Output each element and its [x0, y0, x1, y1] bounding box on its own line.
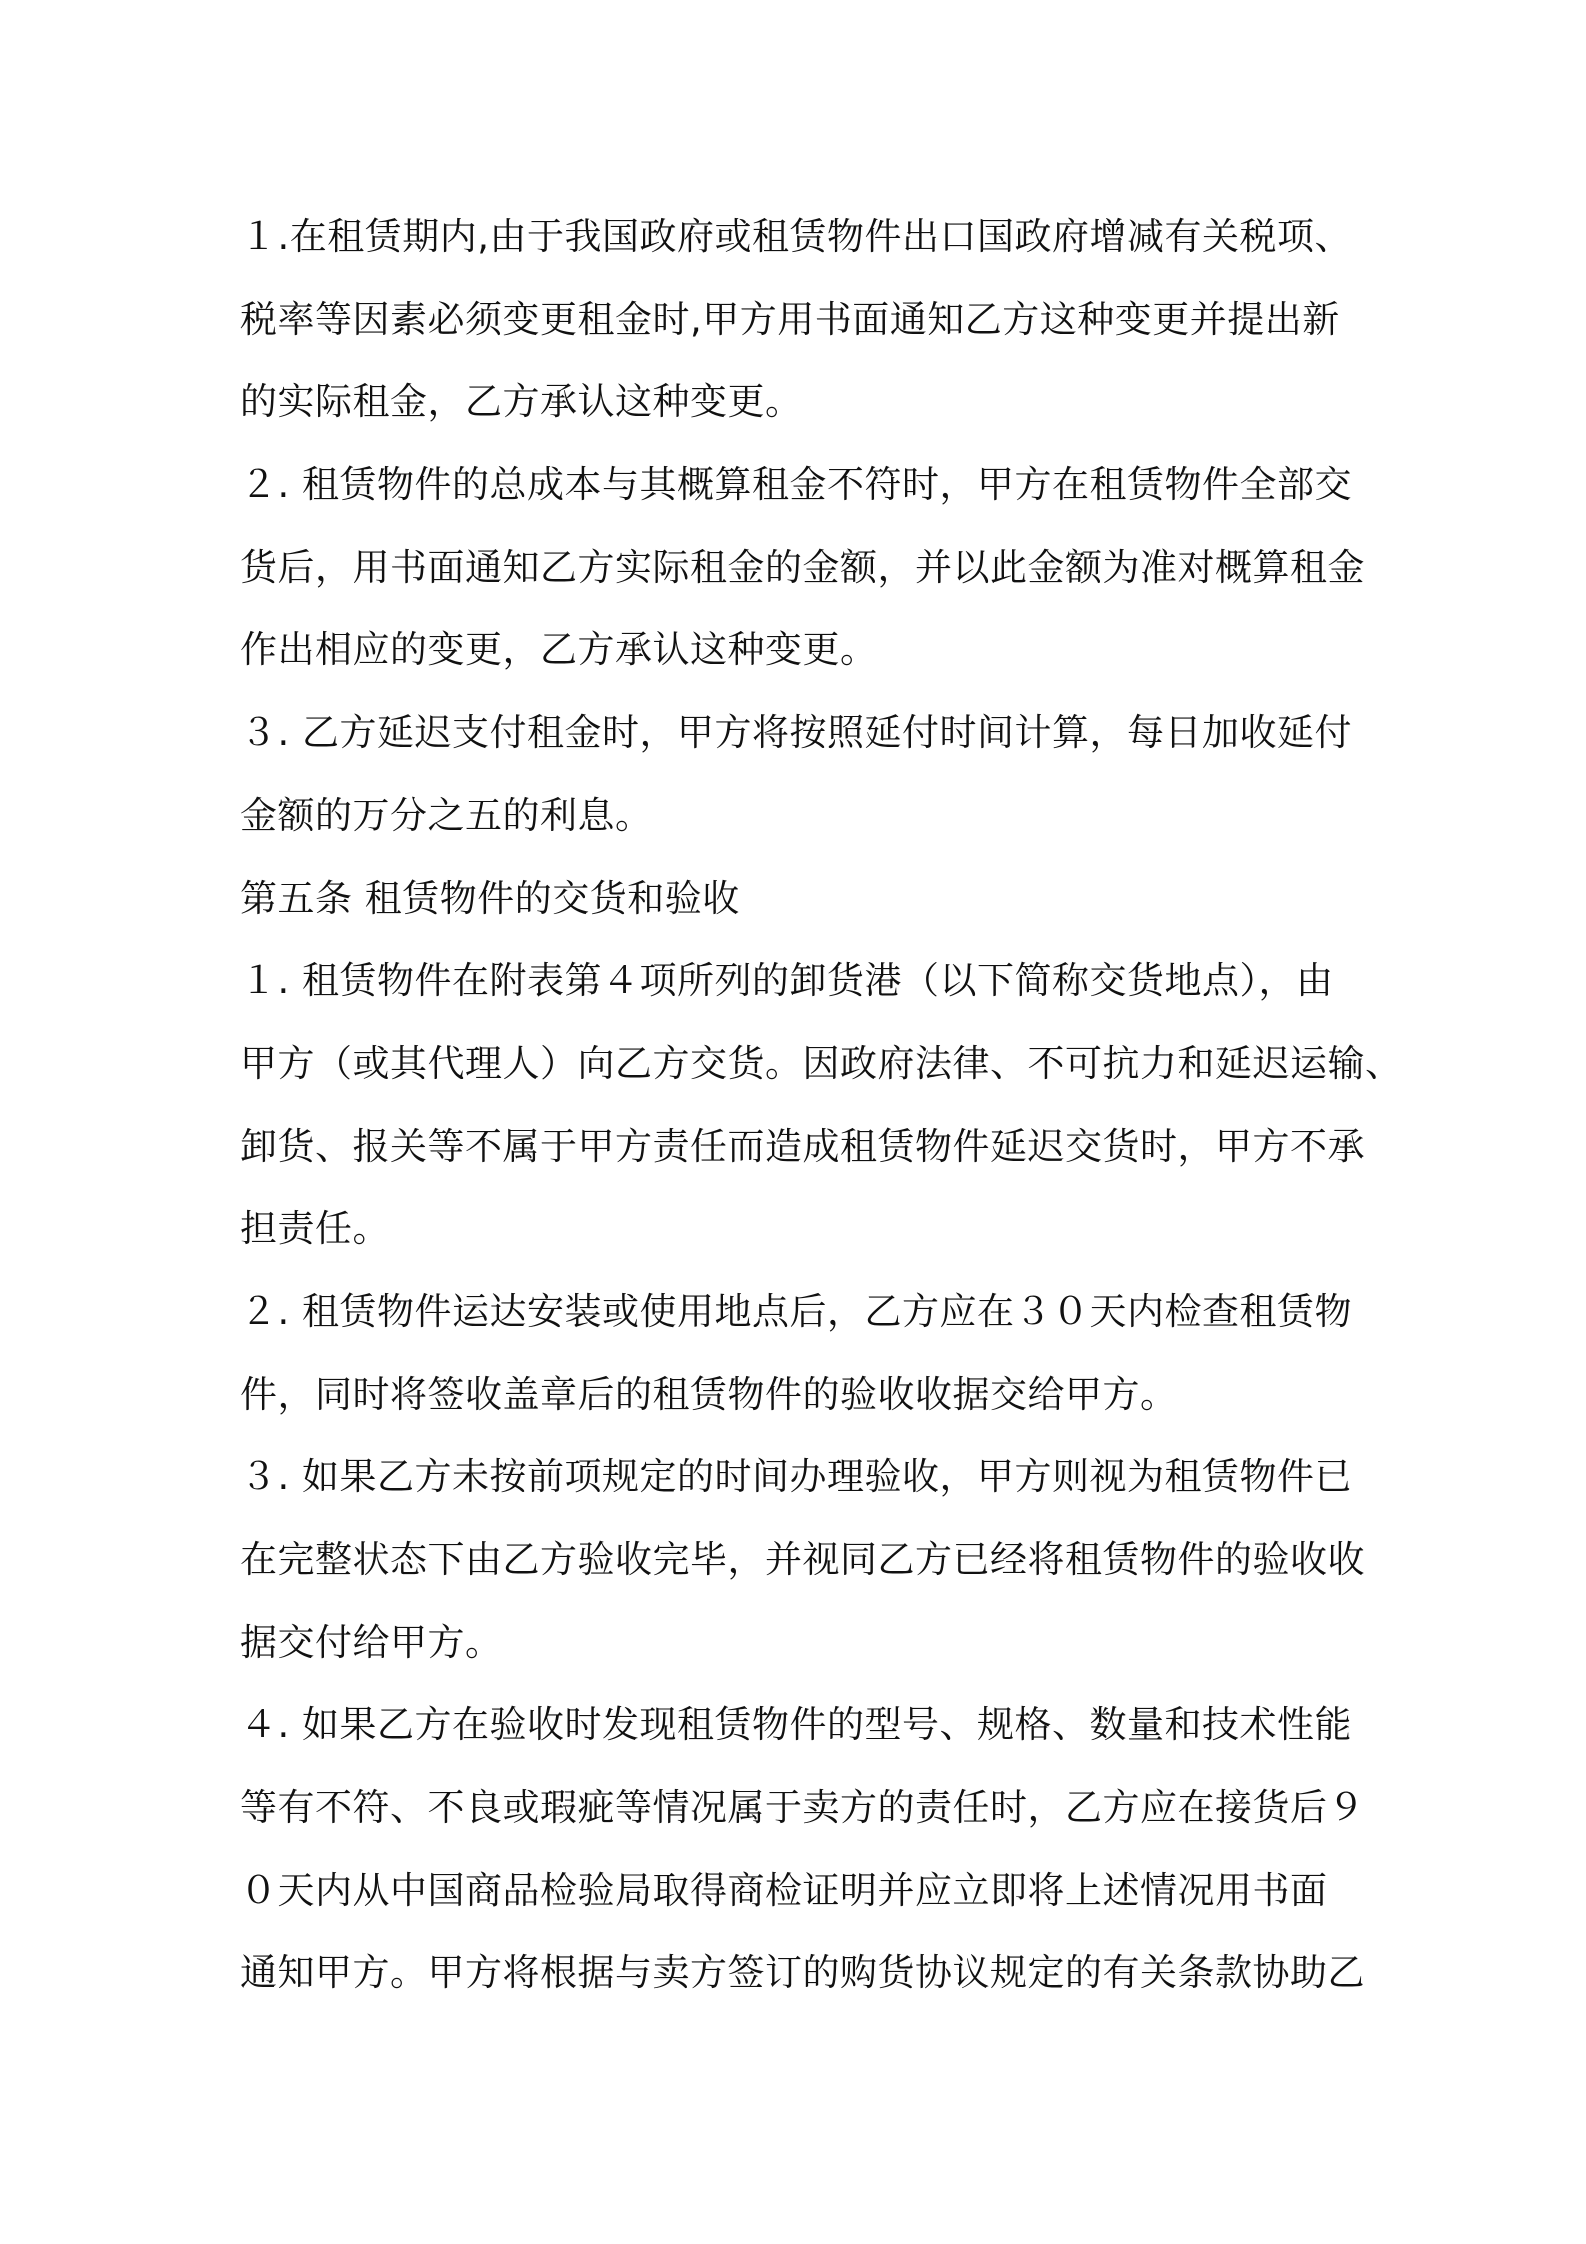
text-line: 卸货、报关等不属于甲方责任而造成租赁物件延迟交货时，甲方不承	[240, 1124, 1365, 1168]
text-line: 在完整状态下由乙方验收完毕，并视同乙方已经将租赁物件的验收收	[240, 1538, 1365, 1581]
text-line: ３. 如果乙方未按前项规定的时间办理验收，甲方则视为租赁物件已	[240, 1455, 1353, 1499]
document-body	[240, 196, 1403, 2015]
text-line: 货后，用书面通知乙方实际租金的金额，并以此金额为准对概算租金	[240, 545, 1365, 589]
text-line: 等有不符、不良或瑕疵等情况属于卖方的责任时，乙方应在接货后９	[240, 1786, 1365, 1830]
text-line: 的实际租金，乙方承认这种变更。	[240, 380, 803, 424]
text-line: 通知甲方。甲方将根据与卖方签订的购货协议规定的有关条款协助乙	[240, 1951, 1365, 1995]
text-line: 金额的万分之五的利息。	[240, 793, 653, 837]
text-line: 税率等因素必须变更租金时,甲方用书面通知乙方这种变更并提出新	[240, 297, 1340, 341]
section-heading: 第五条 租赁物件的交货和验收	[240, 876, 740, 920]
text-line: ２. 租赁物件的总成本与其概算租金不符时，甲方在租赁物件全部交	[240, 463, 1353, 507]
text-line: 据交付给甲方。	[240, 1620, 503, 1664]
text-line: １.在租赁期内,由于我国政府或租赁物件出口国政府增减有关税项、	[240, 215, 1353, 258]
text-line: 件，同时将签收盖章后的租赁物件的验收收据交给甲方。	[240, 1372, 1178, 1416]
text-line: ０天内从中国商品检验局取得商检证明并应立即将上述情况用书面	[240, 1868, 1328, 1912]
text-line: ４. 如果乙方在验收时发现租赁物件的型号、规格、数量和技术性能	[240, 1703, 1353, 1747]
text-line: 甲方（或其代理人）向乙方交货。因政府法律、不可抗力和延迟运输、	[240, 1041, 1403, 1085]
text-line: 作出相应的变更，乙方承认这种变更。	[240, 628, 878, 672]
text-line: １. 租赁物件在附表第４项所列的卸货港（以下简称交货地点），由	[240, 959, 1334, 1003]
text-line: 担责任。	[240, 1207, 390, 1251]
text-line: ３. 乙方延迟支付租金时，甲方将按照延付时间计算，每日加收延付	[240, 711, 1353, 755]
text-line: ２. 租赁物件运达安装或使用地点后，乙方应在３０天内检查租赁物	[240, 1289, 1353, 1333]
